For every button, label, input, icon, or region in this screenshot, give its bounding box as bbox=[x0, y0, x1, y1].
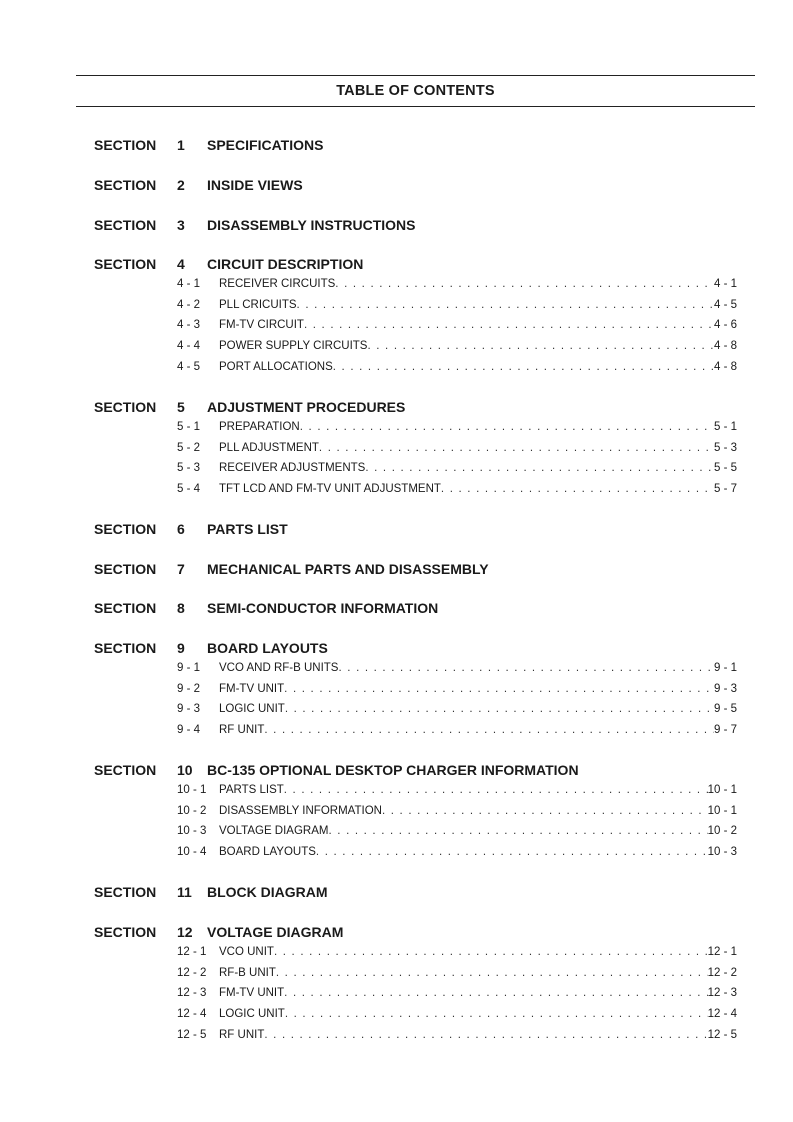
entry-title: RF UNIT bbox=[219, 724, 265, 737]
toc-entry[interactable] bbox=[0, 699, 793, 720]
toc-entry[interactable] bbox=[0, 1025, 793, 1046]
entry-title: PLL ADJUSTMENT bbox=[219, 441, 319, 454]
entry-line bbox=[219, 983, 737, 1004]
section-word: SECTION bbox=[94, 177, 157, 193]
entry-number: 9 - 4 bbox=[177, 724, 201, 737]
section-title: ADJUSTMENT PROCEDURES bbox=[207, 399, 406, 415]
entry-page: 12 - 1 bbox=[707, 946, 737, 958]
section-heading[interactable] bbox=[0, 175, 793, 195]
entry-title: VOLTAGE DIAGRAM bbox=[219, 825, 329, 838]
section-number: 4 bbox=[177, 256, 185, 272]
section-title: BC-135 OPTIONAL DESKTOP CHARGER INFORMATION bbox=[207, 762, 579, 778]
entry-line bbox=[219, 963, 737, 984]
entry-title: FM-TV CIRCUIT bbox=[219, 319, 304, 332]
entry-line bbox=[219, 438, 737, 459]
entry-line bbox=[219, 315, 737, 336]
toc-section bbox=[0, 760, 793, 863]
entry-title: FM-TV UNIT bbox=[219, 682, 285, 695]
dot-leader bbox=[284, 679, 714, 700]
section-number: 1 bbox=[177, 137, 185, 153]
entry-title: VCO AND RF-B UNITS bbox=[219, 662, 339, 674]
entry-line bbox=[219, 1004, 737, 1025]
dot-leader bbox=[297, 295, 714, 316]
toc-entry[interactable] bbox=[0, 357, 793, 378]
entry-page: 12 - 5 bbox=[707, 1028, 737, 1041]
toc-section bbox=[0, 135, 793, 155]
entry-page: 9 - 7 bbox=[713, 724, 737, 737]
entry-page: 4 - 1 bbox=[713, 278, 737, 290]
section-word: SECTION bbox=[94, 561, 157, 577]
entry-page: 9 - 1 bbox=[713, 662, 737, 674]
entry-number: 12 - 2 bbox=[177, 966, 207, 979]
toc-section bbox=[0, 215, 793, 235]
entry-number: 9 - 2 bbox=[177, 682, 201, 695]
entry-line bbox=[219, 821, 737, 842]
section-title: INSIDE VIEWS bbox=[207, 177, 303, 193]
section-title: BOARD LAYOUTS bbox=[207, 640, 328, 656]
toc-section bbox=[0, 254, 793, 377]
section-word: SECTION bbox=[94, 884, 157, 900]
entry-number: 12 - 1 bbox=[177, 946, 207, 958]
entry-page: 12 - 3 bbox=[707, 987, 737, 1000]
entry-line bbox=[219, 658, 737, 679]
section-number: 7 bbox=[177, 561, 185, 577]
entry-line bbox=[219, 1025, 737, 1046]
entry-page: 10 - 1 bbox=[707, 804, 737, 817]
entry-title: VCO UNIT bbox=[219, 946, 274, 958]
entry-line bbox=[219, 295, 737, 316]
toc-entry[interactable] bbox=[0, 679, 793, 700]
dot-leader bbox=[285, 1004, 708, 1025]
section-title: PARTS LIST bbox=[207, 521, 288, 537]
entry-line bbox=[219, 842, 737, 863]
entry-number: 5 - 3 bbox=[177, 462, 201, 475]
section-title: BLOCK DIAGRAM bbox=[207, 884, 328, 900]
entry-line bbox=[219, 699, 737, 720]
entry-number: 5 - 2 bbox=[177, 441, 201, 454]
toc-section bbox=[0, 598, 793, 618]
dot-leader bbox=[304, 315, 714, 336]
toc-entry[interactable] bbox=[0, 801, 793, 822]
entry-number: 4 - 3 bbox=[177, 319, 201, 332]
section-heading[interactable] bbox=[0, 254, 793, 274]
entry-title: RF UNIT bbox=[219, 1028, 265, 1041]
dot-leader bbox=[274, 942, 708, 963]
section-number: 5 bbox=[177, 399, 185, 415]
section-number: 3 bbox=[177, 217, 185, 233]
toc-entry[interactable] bbox=[0, 458, 793, 479]
entry-title: FM-TV UNIT bbox=[219, 987, 285, 1000]
entry-number: 4 - 5 bbox=[177, 360, 201, 373]
section-number: 9 bbox=[177, 640, 185, 656]
entry-page: 4 - 8 bbox=[713, 340, 737, 353]
dot-leader bbox=[264, 1025, 707, 1046]
section-word: SECTION bbox=[94, 600, 157, 616]
entry-number: 10 - 4 bbox=[177, 846, 207, 859]
section-number: 6 bbox=[177, 521, 185, 537]
toc-entry[interactable] bbox=[0, 295, 793, 316]
dot-leader bbox=[335, 274, 714, 295]
toc-entry[interactable] bbox=[0, 942, 793, 963]
dot-leader bbox=[367, 336, 714, 357]
section-heading[interactable] bbox=[0, 215, 793, 235]
entry-line bbox=[219, 458, 737, 479]
entry-title: BOARD LAYOUTS bbox=[219, 846, 316, 859]
section-heading[interactable] bbox=[0, 559, 793, 579]
entry-number: 5 - 4 bbox=[177, 483, 201, 496]
entry-title: PLL CRICUITS bbox=[219, 298, 297, 311]
dot-leader bbox=[284, 780, 708, 801]
entry-number: 12 - 4 bbox=[177, 1008, 207, 1021]
toc-entry[interactable] bbox=[0, 658, 793, 679]
dot-leader bbox=[333, 357, 714, 378]
dot-leader bbox=[365, 458, 714, 479]
dot-leader bbox=[441, 479, 714, 500]
section-number: 8 bbox=[177, 600, 185, 616]
entry-page: 9 - 3 bbox=[713, 682, 737, 695]
section-number: 2 bbox=[177, 177, 185, 193]
toc-entry[interactable] bbox=[0, 842, 793, 863]
toc-entry[interactable] bbox=[0, 720, 793, 741]
toc-entry[interactable] bbox=[0, 1004, 793, 1025]
section-heading[interactable] bbox=[0, 519, 793, 539]
dot-leader bbox=[316, 842, 708, 863]
entry-title: LOGIC UNIT bbox=[219, 703, 285, 716]
entry-number: 10 - 2 bbox=[177, 804, 207, 817]
toc-entry[interactable] bbox=[0, 821, 793, 842]
entry-page: 5 - 1 bbox=[713, 421, 737, 433]
entry-line bbox=[219, 679, 737, 700]
toc-entry[interactable] bbox=[0, 315, 793, 336]
entry-line bbox=[219, 801, 737, 822]
entry-page: 10 - 2 bbox=[707, 825, 737, 838]
entry-page: 4 - 8 bbox=[713, 360, 737, 373]
section-word: SECTION bbox=[94, 762, 157, 778]
entry-number: 12 - 3 bbox=[177, 987, 207, 1000]
section-heading[interactable] bbox=[0, 598, 793, 618]
entry-title: POWER SUPPLY CIRCUITS bbox=[219, 340, 368, 353]
toc-section bbox=[0, 638, 793, 741]
entry-title: RECEIVER CIRCUITS bbox=[219, 278, 336, 290]
entry-page: 12 - 4 bbox=[707, 1008, 737, 1021]
entry-page: 5 - 7 bbox=[713, 483, 737, 496]
entry-number: 4 - 2 bbox=[177, 298, 201, 311]
entry-line bbox=[219, 942, 737, 963]
page-title: TABLE OF CONTENTS bbox=[336, 83, 495, 99]
dot-leader bbox=[319, 438, 714, 459]
section-heading[interactable] bbox=[0, 638, 793, 658]
entry-title: PARTS LIST bbox=[219, 784, 284, 796]
toc-entry[interactable] bbox=[0, 479, 793, 500]
toc-section bbox=[0, 882, 793, 902]
toc-section bbox=[0, 922, 793, 1045]
entry-page: 9 - 5 bbox=[713, 703, 737, 716]
entry-title: PREPARATION bbox=[219, 421, 300, 433]
entry-title: TFT LCD AND FM-TV UNIT ADJUSTMENT bbox=[219, 483, 441, 496]
section-heading[interactable] bbox=[0, 397, 793, 417]
toc-section bbox=[0, 559, 793, 579]
section-title: MECHANICAL PARTS AND DISASSEMBLY bbox=[207, 561, 489, 577]
entry-page: 4 - 5 bbox=[713, 298, 737, 311]
entry-line bbox=[219, 720, 737, 741]
entry-number: 9 - 1 bbox=[177, 662, 201, 674]
entry-title: LOGIC UNIT bbox=[219, 1008, 285, 1021]
entry-title: RECEIVER ADJUSTMENTS bbox=[219, 462, 366, 475]
toc-entry[interactable] bbox=[0, 780, 793, 801]
section-title: SPECIFICATIONS bbox=[207, 137, 324, 153]
entry-page: 4 - 6 bbox=[713, 319, 737, 332]
section-title: VOLTAGE DIAGRAM bbox=[207, 924, 344, 940]
entry-number: 9 - 3 bbox=[177, 703, 201, 716]
entry-line bbox=[219, 336, 737, 357]
section-word: SECTION bbox=[94, 399, 157, 415]
entry-number: 5 - 1 bbox=[177, 421, 201, 433]
entry-page: 12 - 2 bbox=[707, 966, 737, 979]
section-word: SECTION bbox=[94, 137, 157, 153]
dot-leader bbox=[285, 699, 714, 720]
section-number: 11 bbox=[177, 884, 192, 900]
toc-entry[interactable] bbox=[0, 336, 793, 357]
toc-section bbox=[0, 175, 793, 195]
toc-entry[interactable] bbox=[0, 963, 793, 984]
section-title: CIRCUIT DESCRIPTION bbox=[207, 256, 364, 272]
dot-leader bbox=[284, 983, 707, 1004]
toc-entry[interactable] bbox=[0, 417, 793, 438]
section-heading[interactable] bbox=[0, 135, 793, 155]
entry-line bbox=[219, 780, 737, 801]
dot-leader bbox=[276, 963, 708, 984]
entry-page: 5 - 5 bbox=[713, 462, 737, 475]
toc-entry[interactable] bbox=[0, 983, 793, 1004]
entry-number: 4 - 1 bbox=[177, 278, 201, 290]
entry-line bbox=[219, 479, 737, 500]
section-title: DISASSEMBLY INSTRUCTIONS bbox=[207, 217, 416, 233]
section-number: 10 bbox=[177, 762, 193, 778]
dot-leader bbox=[338, 658, 714, 679]
section-title: SEMI-CONDUCTOR INFORMATION bbox=[207, 600, 439, 616]
section-heading[interactable] bbox=[0, 882, 793, 902]
entry-number: 10 - 3 bbox=[177, 825, 207, 838]
toc-section bbox=[0, 397, 793, 500]
dot-leader bbox=[382, 801, 708, 822]
section-word: SECTION bbox=[94, 640, 157, 656]
entry-line bbox=[219, 274, 737, 295]
entry-title: DISASSEMBLY INFORMATION bbox=[219, 804, 382, 817]
entry-line bbox=[219, 417, 737, 438]
dot-leader bbox=[300, 417, 714, 438]
section-heading[interactable] bbox=[0, 760, 793, 780]
section-word: SECTION bbox=[94, 521, 157, 537]
section-word: SECTION bbox=[94, 217, 157, 233]
entry-page: 10 - 3 bbox=[707, 846, 737, 859]
dot-leader bbox=[264, 720, 714, 741]
entry-page: 5 - 3 bbox=[713, 441, 737, 454]
dot-leader bbox=[328, 821, 707, 842]
toc-entry[interactable] bbox=[0, 438, 793, 459]
toc-entry[interactable] bbox=[0, 274, 793, 295]
entry-title: PORT ALLOCATIONS bbox=[219, 360, 333, 373]
entry-number: 10 - 1 bbox=[177, 784, 207, 796]
toc-section bbox=[0, 519, 793, 539]
entry-title: RF-B UNIT bbox=[219, 966, 276, 979]
section-number: 12 bbox=[177, 924, 193, 940]
entry-number: 4 - 4 bbox=[177, 340, 201, 353]
section-heading[interactable] bbox=[0, 922, 793, 942]
entry-line bbox=[219, 357, 737, 378]
entry-number: 12 - 5 bbox=[177, 1028, 207, 1041]
entry-page: 10 - 1 bbox=[707, 784, 737, 796]
section-word: SECTION bbox=[94, 256, 157, 272]
section-word: SECTION bbox=[94, 924, 157, 940]
